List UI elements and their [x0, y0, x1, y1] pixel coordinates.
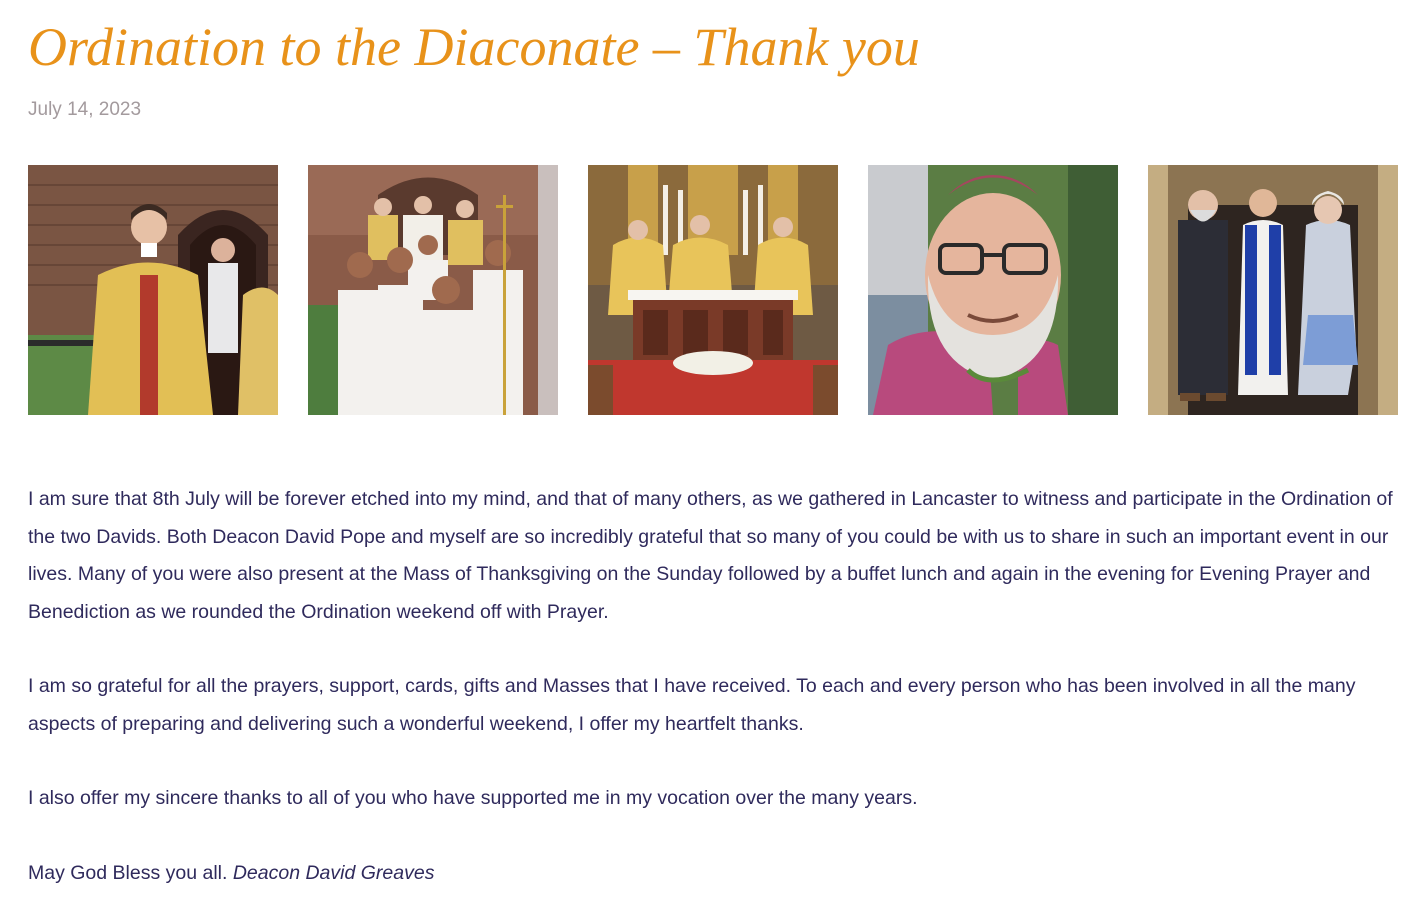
gallery-photo-family-at-door[interactable] [1148, 165, 1398, 415]
gallery-photo-altar-servers[interactable] [308, 165, 558, 415]
post-title: Ordination to the Diaconate – Thank you [28, 17, 920, 77]
body-paragraph: I am sure that 8th July will be forever etched into my mind, and that of many others, as we gathered in Lancaster to witness and participate in the Ordination of the two Davids. Both Deacon David Pope and myself are so incredibly grateful that so many of you could be with us to share in such an important event in our lives. Many of you were also present at the Mass of Thanksgiving on the Sunday followed by a buffet lunch and again in the evening for Evening Prayer and Benediction as we rounded the Ordination weekend off with Prayer. [28, 488, 1393, 623]
closing-line [28, 855, 1398, 893]
gallery-photo-bishop-portrait[interactable] [868, 165, 1118, 415]
closing-text: May God Bless you all. [28, 861, 228, 884]
body-paragraph: I am so grateful for all the prayers, support, cards, gifts and Masses that I have received. To each and every person who has been involved in all the many aspects of preparing and delivering such a wonderful weekend, I offer my heartfelt thanks. [28, 675, 1356, 735]
signature: Deacon David Greaves [232, 861, 435, 884]
gallery-photo-altar-mass[interactable] [588, 165, 838, 415]
photo-gallery [28, 165, 1398, 415]
gallery-photo-deacon-outside-church[interactable] [28, 165, 278, 415]
post-date: July 14, 2023 [28, 99, 142, 120]
body-paragraph: I also offer my sincere thanks to all of you who have supported me in my vocation over the many years. [28, 787, 918, 809]
post-content [28, 481, 1398, 892]
